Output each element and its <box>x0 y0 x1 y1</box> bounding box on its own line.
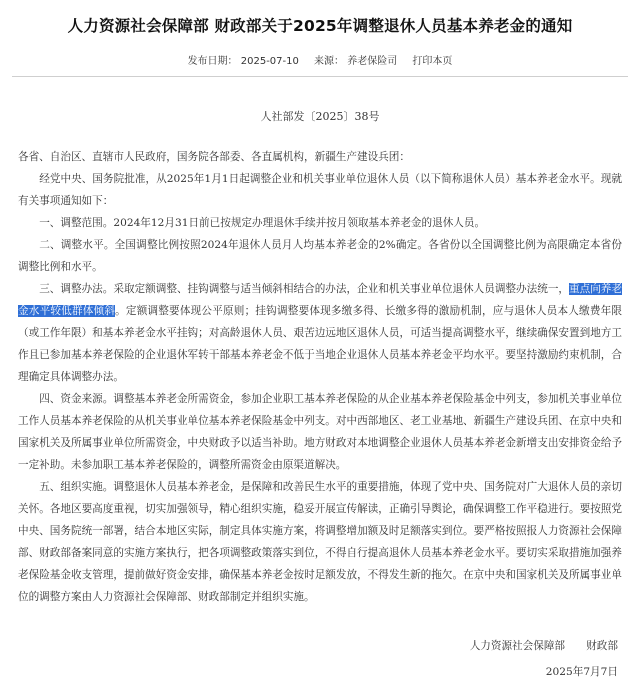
meta-bar <box>0 52 640 67</box>
publish-date: 发布日期： 2025-07-10 <box>187 56 299 67</box>
signatories: 人力资源社会保障部 财政部 <box>469 640 618 652</box>
paragraph-level: 二、调整水平。全国调整比例按照2024年退休人员月人均基本养老金的2%确定。各省份以全国调整比例为高限确定本省份调整比例和水平。 <box>18 239 622 273</box>
paragraph-scope: 一、调整范围。2024年12月31日前已按规定办理退休手续并按月领取基本养老金的退休人员。 <box>39 217 486 229</box>
method-text-end: 。定额调整要体现公平原则；挂钩调整要体现多缴多得、长缴多得的激励机制，应与退休人员本人缴费年限（或工作年限）和基本养老金水平挂钩；对高龄退休人员、艰苦边远地区退休人员，可适当提高调整水平，继续确保安置到地方工作且已参加基本养老保险的企业退休军转干部基本养老金不低于当地企业退休人员基本养老金平均水平。要坚持激励约束机制，合理确定具体调整办法。 <box>18 305 623 383</box>
paragraph-intro: 经党中央、国务院批准，从2025年1月1日起调整企业和机关事业单位退休人员（以下简称退休人员）基本养老金水平。现就有关事项通知如下： <box>18 173 622 207</box>
method-text-start: 三、调整办法。采取定额调整、挂钩调整与适当倾斜相结合的办法，企业和机关事业单位退休人员调整办法统一， <box>39 283 570 295</box>
sign-date: 2025年7月7日 <box>545 666 618 678</box>
print-page-link[interactable]: 打印本页 <box>412 56 453 67</box>
document-number: 人社部发〔2025〕38号 <box>260 110 380 123</box>
document-body <box>18 146 622 608</box>
paragraph-funding: 四、资金来源。调整基本养老金所需资金，参加企业职工基本养老保险的从企业基本养老保险基金中列支，参加机关事业单位工作人员基本养老保险的从机关事业单位基本养老保险基金中列支。对中西部地区、老工业基地、新疆生产建设兵团、在京中央和国家机关及所属事业单位所需资金，中央财政予以适当补助。地方财政对本地调整企业退休人员基本养老金新增支出安排资金给予一定补助。未参加职工基本养老保险的，调整所需资金由原渠道解决。 <box>18 393 622 471</box>
paragraph-implementation: 五、组织实施。调整退休人员基本养老金，是保障和改善民生水平的重要措施，体现了党中央、国务院对广大退休人员的亲切关怀。各地区要高度重视，切实加强领导，精心组织实施，稳妥开展宣传解读，正确引导舆论，确保调整工作平稳进行。要按照党中央、国务院统一部署，结合本地区实际，制定具体实施方案，将调整增加额及时足额落实到位。要严格按照报人力资源社会保障部、财政部备案同意的实施方案执行，把各项调整政策落实到位，不得自行提高退休人员基本养老金水平。要切实采取措施加强养老保险基金收支管理，提前做好资金安排，确保基本养老金按时足额发放，不得发生新的拖欠。在京中央和国家机关及所属事业单位的调整方案由人力资源社会保障部、财政部制定并组织实施。 <box>18 481 622 603</box>
header-divider <box>12 76 628 77</box>
source: 来源： 养老保险司 <box>314 56 398 67</box>
salutation: 各省、自治区、直辖市人民政府，国务院各部委、各直属机构，新疆生产建设兵团： <box>18 151 410 163</box>
page-title: 人力资源社会保障部 财政部关于2025年调整退休人员基本养老金的通知 <box>67 17 573 35</box>
highlighted-selection[interactable]: 重点向养老金水平较低群体倾斜 <box>18 283 622 317</box>
paragraph-method <box>18 278 622 388</box>
